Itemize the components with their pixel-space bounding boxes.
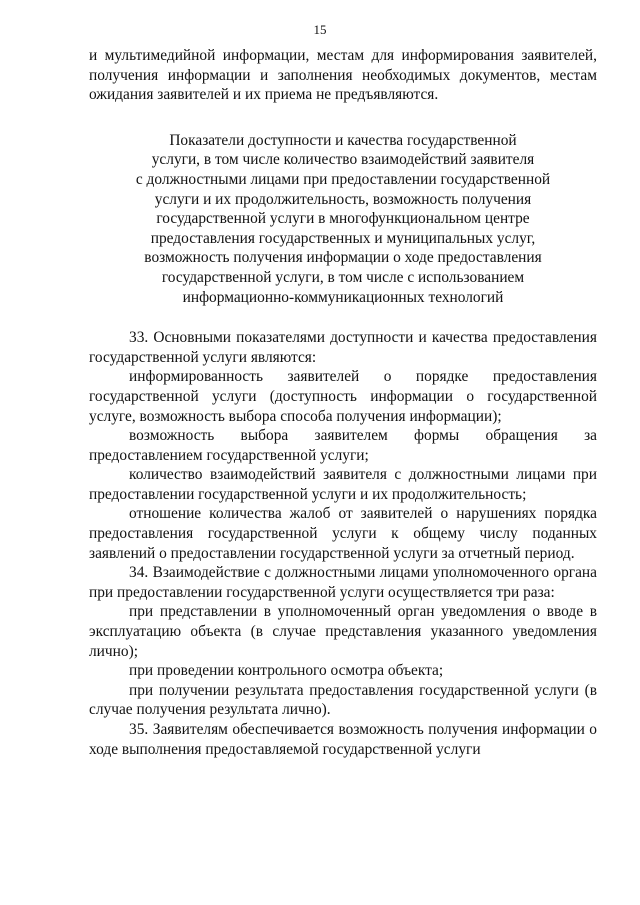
heading-line: информационно-коммуникационных технологий <box>182 288 504 306</box>
paragraph-35: 35. Заявителям обеспечивается возможность получения информации о ходе выполнения предоставляемой государственной услуги <box>89 721 597 758</box>
heading-line: государственной услуги, в том числе с использованием <box>161 268 525 286</box>
list-item-form-choice: возможность выбора заявителем формы обращения за предоставлением государственной услуги; <box>89 427 597 464</box>
page-number: 15 <box>313 22 327 37</box>
list-item-result-receipt: при получении результата предоставления государственной услуги (в случае получения результата лично). <box>89 681 597 719</box>
heading-line: возможность получения информации о ходе предоставления <box>144 249 542 267</box>
heading-line: услуги и их продолжительность, возможность получения <box>154 190 532 208</box>
list-item-informedness: информированность заявителей о порядке предоставления государственной услуги (доступность информации о государственной услуге, возможность выбора способа получения информации); <box>89 368 597 425</box>
list-item-control-inspection: при проведении контрольного осмотра объекта; <box>129 662 444 680</box>
heading-line: предоставления государственных и муниципальных услуг, <box>150 229 536 247</box>
paragraph-33: 33. Основными показателями доступности и качества предоставления государственной услуги являются: <box>89 329 597 366</box>
heading-line: с должностными лицами при предоставлении государственной <box>135 170 551 188</box>
list-item-interactions-count: количество взаимодействий заявителя с должностными лицами при предоставлении государственной услуги и их продолжительность; <box>89 466 597 503</box>
document-body <box>89 46 597 759</box>
list-item-complaints-ratio: отношение количества жалоб от заявителей о нарушениях порядка предоставления государственной услуги к общему числу поданных заявлений о предоставлении государственной услуги за отчетный период. <box>89 505 597 562</box>
list-item-notification-submission: при представлении в уполномоченный орган уведомления о вводе в эксплуатацию объекта (в случае представления указанного уведомления лично); <box>89 603 597 660</box>
heading-line: государственной услуги в многофункциональном центре <box>156 210 530 228</box>
section-heading <box>89 131 597 307</box>
heading-line: услуги, в том числе количество взаимодействий заявителя <box>151 151 535 169</box>
paragraph-34: 34. Взаимодействие с должностными лицами уполномоченного органа при предоставлении государственной услуги осуществляется три раза: <box>89 564 597 601</box>
heading-line: Показатели доступности и качества государственной <box>169 131 517 149</box>
intro-paragraph: и мультимедийной информации, местам для информирования заявителей, получения информации и заполнения необходимых документов, местам ожидания заявителей и их приема не предъявляются. <box>89 47 597 104</box>
